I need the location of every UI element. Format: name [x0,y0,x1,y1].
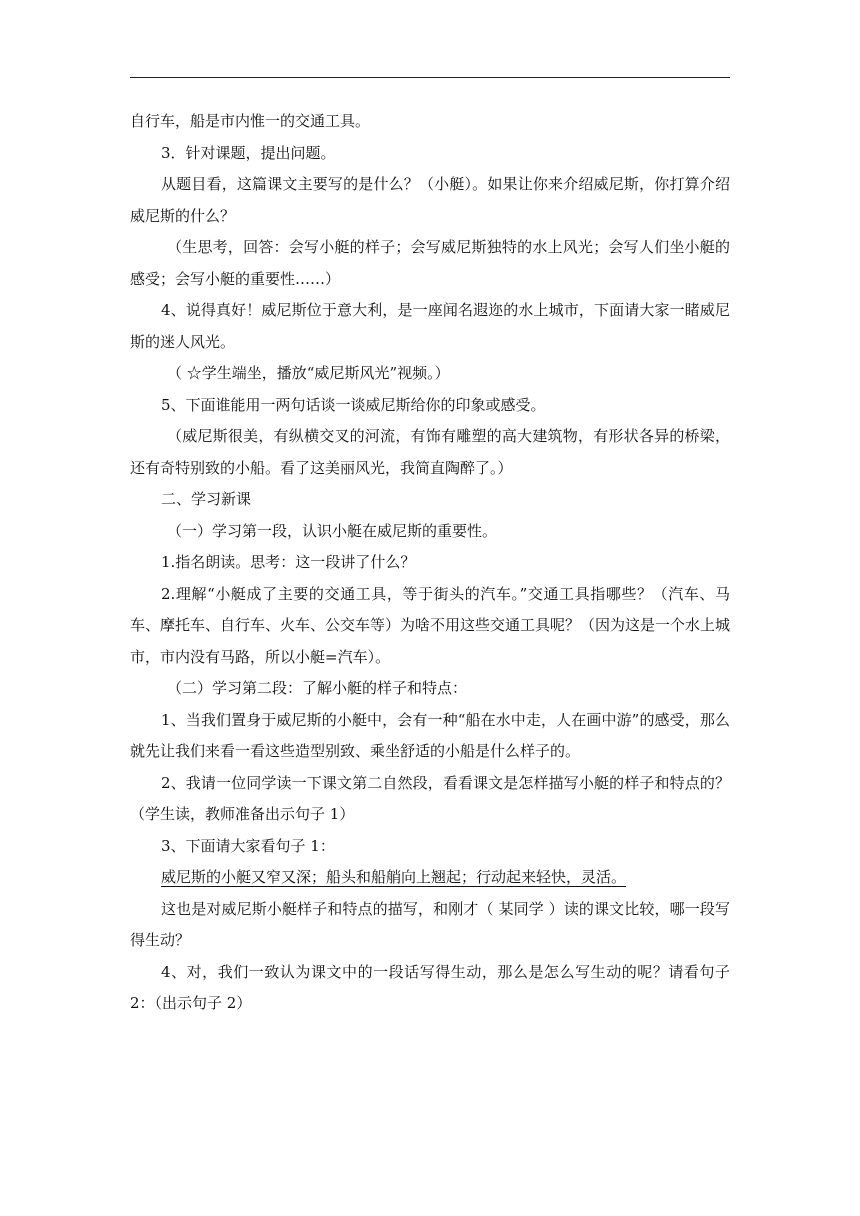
paragraph-sentence-1-intro: 3、下面请大家看句子 1： [161,836,335,855]
paragraph-reading: 1.指名朗读。思考：这一段讲了什么？ [161,553,416,571]
subsection-heading-part-2: （二）学习第二段：了解小艇的样子和特点： [167,679,468,697]
paragraph-continuation: 自行车，船是市内惟一的交通工具。 [130,112,371,130]
paragraph-read-aloud: 2、我请一位同学读一下课文第二自然段，看看课文是怎样描写小艇的样子和特点的？（学生读，教师准备出示句子 1） [130,773,730,823]
section-heading-new-lesson: 二、学习新课 [161,490,252,508]
document-body [130,106,730,1020]
header-rule [130,77,730,78]
paragraph-step-4b: 4、对，我们一致认为课文中的一段话写得生动，那么是怎么写生动的呢？请看句子 2：（出示句子 2） [130,962,730,1012]
paragraph-video-note: （ ☆学生端坐，播放“威尼斯风光”视频。） [167,364,450,382]
paragraph-compare: 这也是对威尼斯小艇样子和特点的描写，和刚才（ 某同学 ）读的课文比较，哪一段写得生动？ [130,899,730,949]
paragraph-question: 从题目看，这篇课文主要写的是什么？（小艇）。如果让你来介绍威尼斯，你打算介绍威尼斯的什么？ [130,175,730,225]
paragraph-step-5: 5、下面谁能用一两句话谈一谈威尼斯给你的印象或感受。 [161,395,546,414]
paragraph-step-3: 3．针对课题，提出问题。 [161,143,336,162]
paragraph-student-answer: （生思考，回答：会写小艇的样子；会写威尼斯独特的水上风光；会写人们坐小艇的感受；会写小艇的重要性……） [130,238,730,288]
paragraph-sentence-1: 威尼斯的小艇又窄又深；船头和船艄向上翘起；行动起来轻快，灵活。 [161,868,627,886]
paragraph-impression: （威尼斯很美，有纵横交叉的河流，有饰有雕塑的高大建筑物，有形状各异的桥梁，还有奇特别致的小船。看了这美丽风光，我简直陶醉了。） [130,427,730,477]
subsection-heading-part-1: （一）学习第一段，认识小艇在威尼斯的重要性。 [167,521,498,540]
paragraph-understanding: 2.理解“小艇成了主要的交通工具，等于街头的汽车。”交通工具指哪些？（汽车、马车、摩托车、自行车、火车、公交车等）为啥不用这些交通工具呢？（因为这是一个水上城市，市内没有马路，所以小艇=汽车）。 [130,584,731,666]
paragraph-step-4: 4、说得真好！威尼斯位于意大利，是一座闻名遐迩的水上城市，下面请大家一睹威尼斯的迷人风光。 [130,301,730,351]
paragraph-boat-intro: 1、当我们置身于威尼斯的小艇中，会有一种“船在水中走，人在画中游”的感受，那么就先让我们来看一看这些造型别致、乘坐舒适的小船是什么样子的。 [130,710,730,760]
